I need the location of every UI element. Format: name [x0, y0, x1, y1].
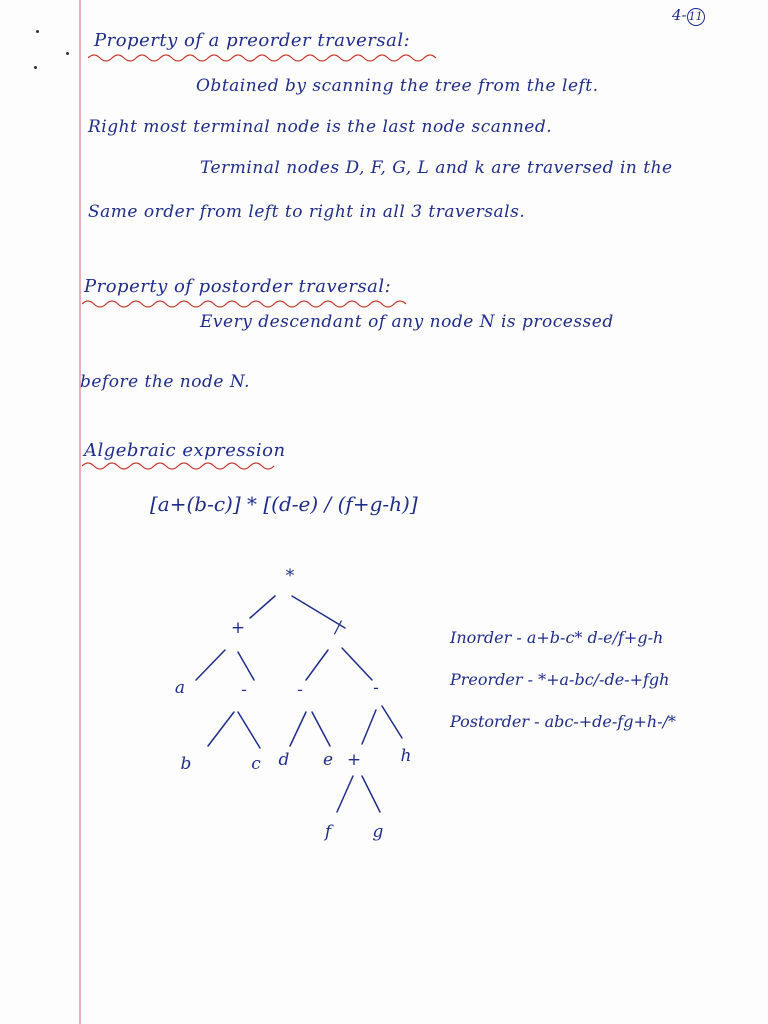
tree-node-e: e [322, 750, 334, 770]
algebraic-heading: Algebraic expression [84, 440, 286, 461]
tree-node-minus-right: - [373, 678, 379, 698]
postorder-heading: Property of postorder traversal: [84, 276, 392, 297]
tree-node-plus: + [230, 618, 246, 638]
inorder-traversal: Inorder - a+b-c* d-e/f+g-h [450, 628, 664, 647]
tree-node-a: a [174, 678, 186, 698]
tree-node-root: * [285, 566, 295, 586]
tree-node-minus-de: - [297, 680, 303, 700]
page-number-prefix: 4- [672, 6, 687, 24]
tree-node-b: b [180, 754, 192, 774]
tree-node-plus-fg: + [346, 750, 362, 770]
preorder-heading: Property of a preorder traversal: [94, 30, 411, 51]
tree-node-g: g [372, 822, 384, 842]
tree-node-d: d [278, 750, 290, 770]
tree-node-f: f [324, 822, 332, 842]
preorder-line-3: Terminal nodes D, F, G, L and k are traversed in the [200, 158, 673, 178]
tree-node-h: h [400, 746, 412, 766]
page-number-circled: 11 [687, 8, 705, 26]
preorder-traversal: Preorder - *+a-bc/-de-+fgh [450, 670, 670, 689]
tree-node-minus-bc: - [241, 680, 247, 700]
algebraic-expression: [a+(b-c)] * [(d-e) / (f+g-h)] [150, 492, 418, 516]
postorder-line-1: Every descendant of any node N is processed [200, 312, 614, 332]
tree-node-c: c [251, 754, 261, 774]
postorder-line-2: before the node N. [80, 372, 251, 392]
tree-node-slash: / [335, 618, 341, 638]
preorder-line-4: Same order from left to right in all 3 traversals. [88, 202, 526, 222]
postorder-traversal: Postorder - abc-+de-fg+h-/* [450, 712, 676, 731]
preorder-line-1: Obtained by scanning the tree from the left. [196, 76, 599, 96]
preorder-line-2: Right most terminal node is the last node scanned. [88, 117, 553, 137]
